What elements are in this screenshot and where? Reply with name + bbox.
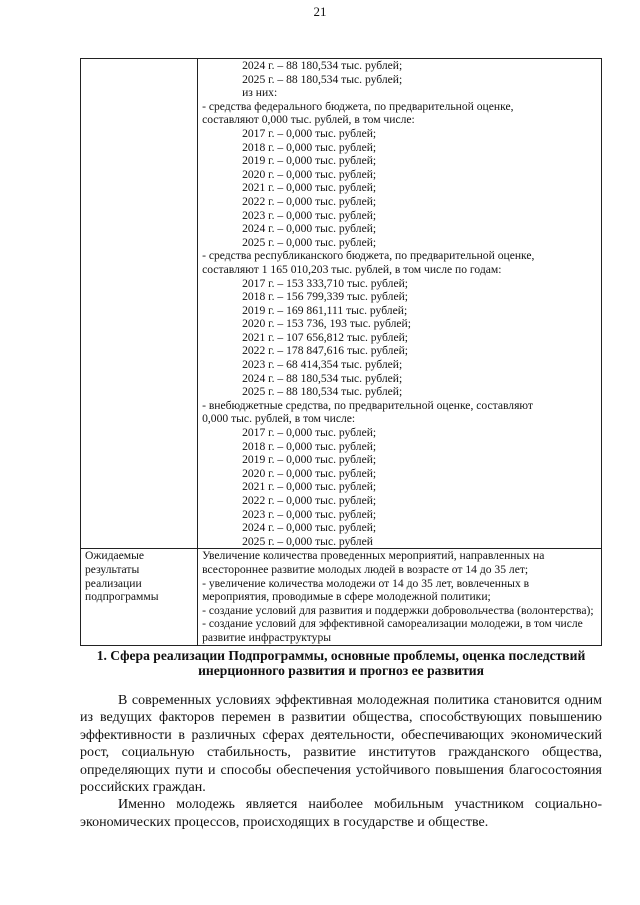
funding-year-line: 2017 г. – 0,000 тыс. рублей; bbox=[242, 126, 377, 140]
funding-year-line: 2024 г. – 88 180,534 тыс. рублей; bbox=[242, 59, 403, 72]
funding-source-line: 0,000 тыс. рублей, в том числе: bbox=[202, 412, 356, 426]
funding-year-line: 2020 г. – 153 736, 193 тыс. рублей; bbox=[242, 317, 411, 331]
funding-year-line: 2022 г. – 0,000 тыс. рублей; bbox=[242, 494, 377, 507]
funding-year-line: 2020 г. – 0,000 тыс. рублей; bbox=[242, 167, 377, 181]
funding-year-line: 2022 г. – 0,000 тыс. рублей; bbox=[242, 194, 377, 208]
funding-year-line: 2025 г. – 88 180,534 тыс. рублей; bbox=[242, 385, 403, 399]
funding-year-line: 2019 г. – 0,000 тыс. рублей; bbox=[242, 154, 377, 168]
funding-row bbox=[81, 59, 602, 549]
funding-year-line: 2024 г. – 88 180,534 тыс. рублей; bbox=[242, 371, 403, 385]
funding-year-line: 2025 г. – 88 180,534 тыс. рублей; bbox=[242, 72, 403, 86]
result-item: - создание условий для эффективной самореализации молодежи, в том числе развитие инфраструктуры bbox=[202, 617, 583, 644]
expected-results-row bbox=[81, 549, 602, 645]
result-item: - увеличение количества молодежи от 14 до 35 лет, вовлеченных в мероприятия, проводимые в сфере молодежной политики; bbox=[202, 576, 530, 604]
funding-content-cell bbox=[198, 59, 602, 549]
subprogram-passport-table bbox=[80, 58, 602, 646]
funding-year-line: 2024 г. – 0,000 тыс. рублей; bbox=[242, 222, 377, 236]
funding-lines bbox=[202, 59, 597, 548]
funding-year-line: 2023 г. – 0,000 тыс. рублей; bbox=[242, 208, 377, 222]
funding-year-line: 2019 г. – 169 861,111 тыс. рублей; bbox=[242, 303, 408, 317]
funding-year-line: 2021 г. – 0,000 тыс. рублей; bbox=[242, 181, 377, 195]
funding-year-line: 2021 г. – 107 656,812 тыс. рублей; bbox=[242, 330, 409, 344]
funding-year-line: 2025 г. – 0,000 тыс. рублей bbox=[242, 534, 373, 548]
expected-results-content bbox=[198, 549, 602, 645]
funding-year-line: 2022 г. – 178 847,616 тыс. рублей; bbox=[242, 344, 409, 358]
funding-source-line: - внебюджетные средства, по предварительной оценке, составляют bbox=[202, 398, 533, 412]
result-item: - создание условий для развития и поддержки добровольчества (волонтерства); bbox=[202, 603, 594, 617]
section-body bbox=[80, 692, 602, 831]
funding-year-line: 2018 г. – 0,000 тыс. рублей; bbox=[242, 439, 377, 453]
funding-year-line: 2025 г. – 0,000 тыс. рублей; bbox=[242, 235, 377, 249]
funding-year-line: 2018 г. – 0,000 тыс. рублей; bbox=[242, 140, 377, 154]
funding-year-line: 2017 г. – 0,000 тыс. рублей; bbox=[242, 426, 377, 440]
body-paragraph: В современных условиях эффективная молодежная политика становится одним из ведущих факторов перемен в развитии общества, способствующих повышению эффективности в различных сферах деятельности, обеспечивающих экономический рост, социальную стабильность, развитие институтов гражданского общества, определяющих пути и способы обеспечения устойчивого повышения благосостояния российских граждан. bbox=[80, 693, 602, 796]
funding-label-cell bbox=[81, 59, 198, 549]
funding-year-line: из них: bbox=[242, 86, 278, 100]
funding-source-line: - средства республиканского бюджета, по предварительной оценке, bbox=[202, 249, 535, 263]
result-item: Увеличение количества проведенных мероприятий, направленных на всестороннее развитие молодых людей в возрасте от 14 до 35 лет; bbox=[202, 549, 545, 576]
funding-source-line: составляют 0,000 тыс. рублей, в том числе: bbox=[202, 113, 415, 127]
funding-source-line: составляют 1 165 010,203 тыс. рублей, в том числе по годам: bbox=[202, 262, 502, 276]
page-number: 21 bbox=[313, 4, 327, 19]
expected-results-label: Ожидаемые результаты реализации подпрограммы bbox=[81, 549, 198, 645]
funding-year-line: 2020 г. – 0,000 тыс. рублей; bbox=[242, 466, 377, 480]
funding-year-line: 2019 г. – 0,000 тыс. рублей; bbox=[242, 453, 377, 467]
body-paragraph: Именно молодежь является наиболее мобильным участником социально-экономических процессов, происходящих в государстве и обществе. bbox=[80, 797, 602, 830]
section-heading: 1. Сфера реализации Подпрограммы, основные проблемы, оценка последствий инерционного развития и прогноз ее развития bbox=[96, 648, 586, 678]
funding-year-line: 2024 г. – 0,000 тыс. рублей; bbox=[242, 521, 377, 535]
funding-year-line: 2018 г. – 156 799,339 тыс. рублей; bbox=[242, 290, 409, 304]
funding-source-line: - средства федерального бюджета, по предварительной оценке, bbox=[202, 99, 514, 113]
funding-year-line: 2023 г. – 68 414,354 тыс. рублей; bbox=[242, 358, 403, 372]
funding-year-line: 2023 г. – 0,000 тыс. рублей; bbox=[242, 507, 377, 521]
funding-year-line: 2021 г. – 0,000 тыс. рублей; bbox=[242, 480, 377, 494]
funding-year-line: 2017 г. – 153 333,710 тыс. рублей; bbox=[242, 276, 409, 290]
